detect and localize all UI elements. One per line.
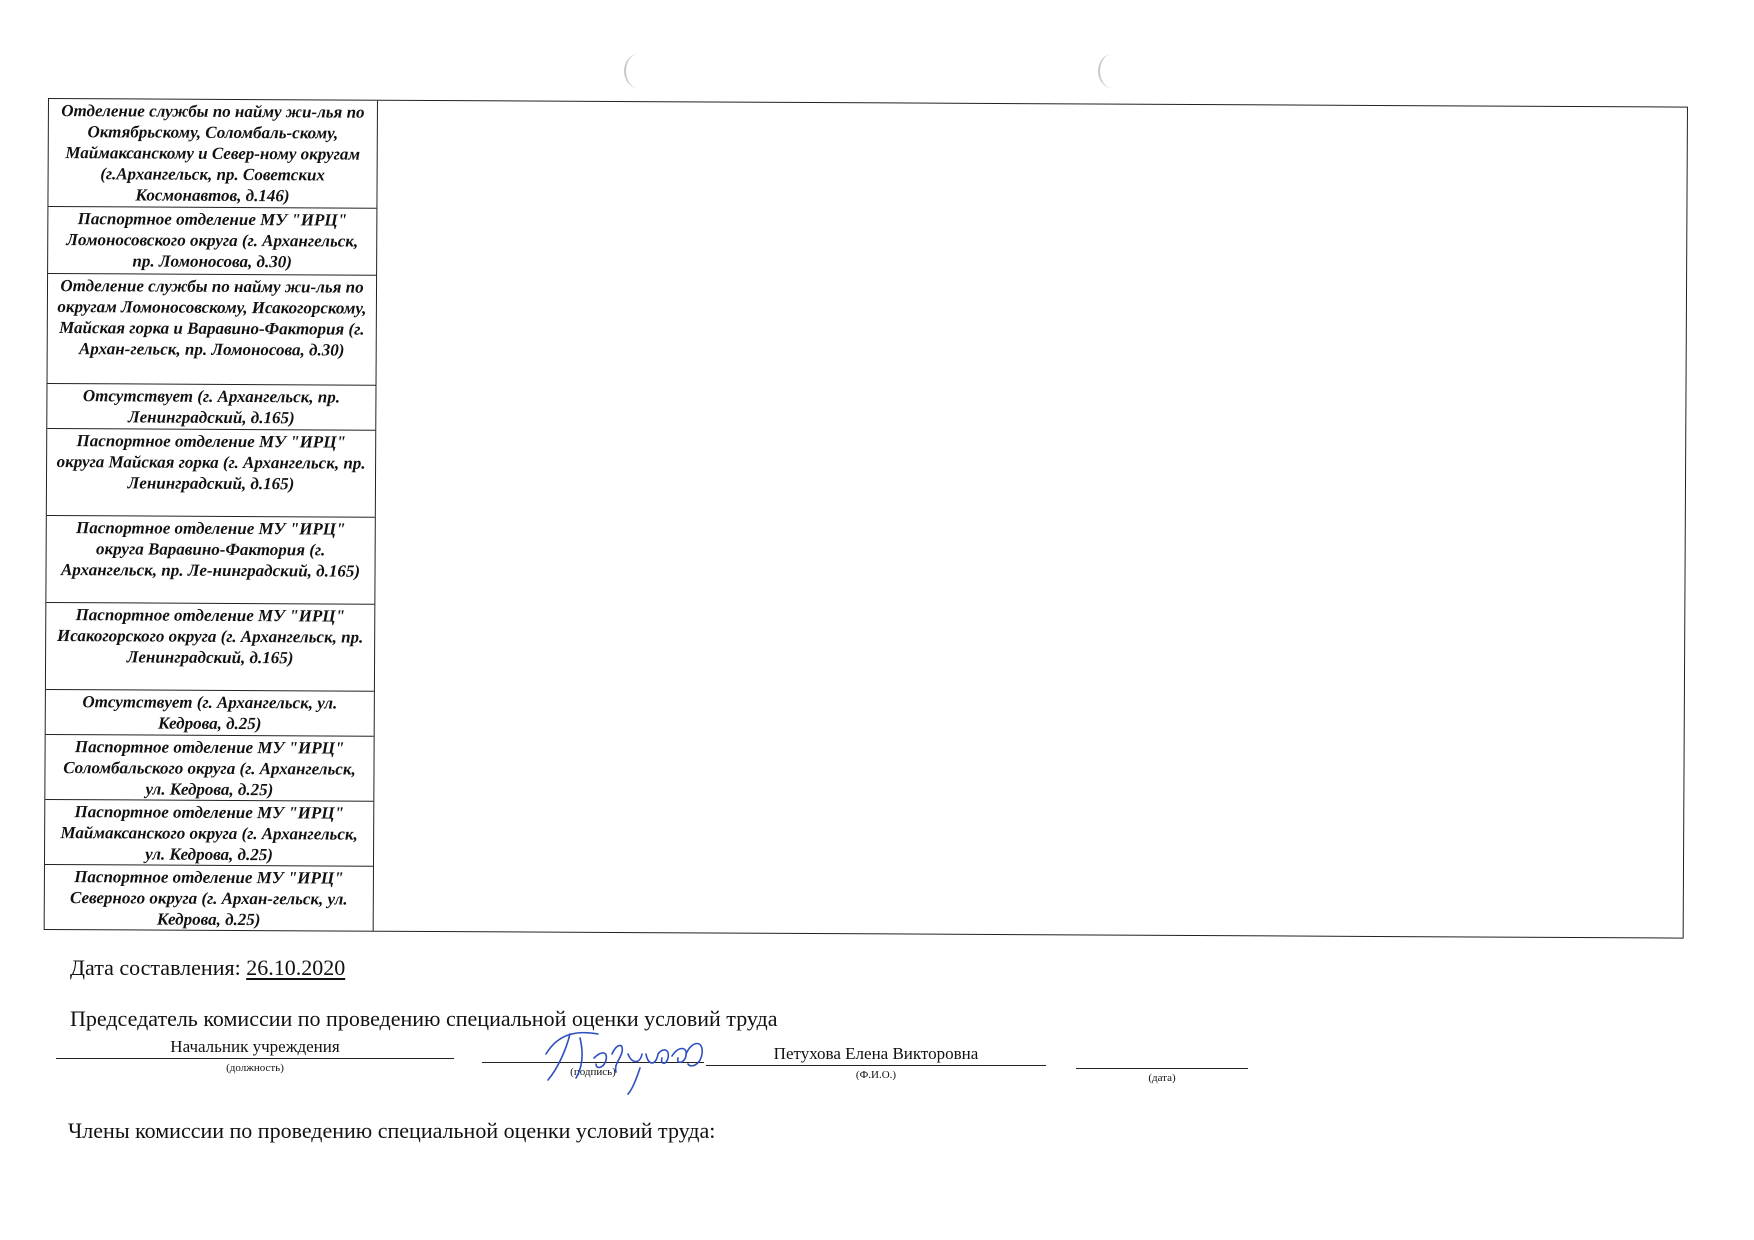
punch-hole-mark [624, 54, 652, 88]
chairman-position: Начальник учреждения [56, 1036, 454, 1059]
chairman-position-field [56, 1036, 454, 1074]
date-label: Дата составления: [70, 955, 241, 980]
fio-caption: (Ф.И.О.) [855, 1069, 897, 1081]
signature-caption: (подпись) [570, 1066, 616, 1078]
chairman-fio-field [706, 1043, 1046, 1081]
date-value: 26.10.2020 [246, 955, 346, 980]
table-row: Отсутствует (г. Архангельск, ул. Кедрова, д.25) [46, 690, 374, 737]
members-heading: Члены комиссии по проведению специальной оценки условий труда: [68, 1118, 716, 1143]
table-row: Отсутствует (г. Архангельск, пр. Ленинградский, д.165) [47, 384, 375, 431]
compilation-date [70, 955, 345, 981]
table-row: Паспортное отделение МУ "ИРЦ" Соломбальского округа (г. Архангельск, ул. Кедрова, д.25) [45, 735, 373, 802]
table-row: Паспортное отделение МУ "ИРЦ" Северного округа (г. Архан-гельск, ул. Кедрова, д.25) [69, 867, 348, 930]
chairman-heading: Председатель комиссии по проведению специальной оценки условий труда [70, 1006, 778, 1031]
position-caption: (должность) [226, 1062, 284, 1074]
punch-hole-mark [1098, 54, 1126, 88]
handwritten-signature [536, 1024, 716, 1096]
table-row: Паспортное отделение МУ "ИРЦ" Исакогорского округа (г. Архангельск, пр. Ленинградский, д.165) [46, 603, 374, 692]
date-caption: (дата) [1148, 1072, 1176, 1084]
table-row: Отделение службы по найму жи-лья по округам Ломоносовскому, Исакогорскому, Майская горка и Варавино-Фактория (г. Архан-гельск, пр. Ломоносова, д.30) [48, 274, 377, 386]
table-row: Паспортное отделение МУ "ИРЦ" Ломоносовского округа (г. Архангельск, пр. Ломоносова, д.30) [48, 207, 376, 276]
table-row: Паспортное отделение МУ "ИРЦ" округа Варавино-Фактория (г. Архангельск, пр. Ле-нинградский, д.165) [46, 516, 374, 605]
workplace-table [44, 98, 1688, 939]
table-row: Паспортное отделение МУ "ИРЦ" Маймаксанского округа (г. Архангельск, ул. Кедрова, д.25) [45, 800, 373, 867]
department-column [45, 99, 378, 931]
chairman-fio: Петухова Елена Викторовна [706, 1043, 1046, 1066]
table-row: Отделение службы по найму жи-лья по Октябрьскому, Соломбаль-скому, Маймаксанскому и Север-ному округам (г.Архангельск, пр. Советских Космонавтов, д.146) [48, 99, 377, 209]
date-line [1076, 1046, 1248, 1069]
chairman-date-field [1076, 1046, 1248, 1084]
table-row: Паспортное отделение МУ "ИРЦ" округа Майская горка (г. Архангельск, пр. Ленинградский, д.165) [47, 429, 375, 518]
empty-table-area [374, 101, 1687, 938]
